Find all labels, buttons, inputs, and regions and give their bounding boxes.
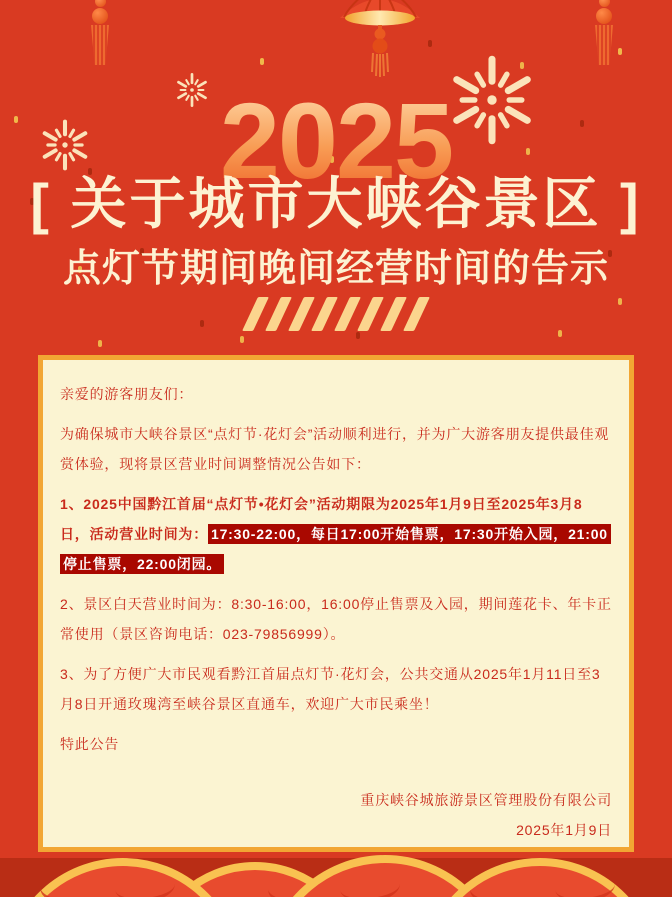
poster-subtitle: 点灯节期间晚间经营时间的告示: [62, 248, 609, 290]
tassel-fringe: [595, 25, 613, 65]
signature-date: 2025年1月9日: [516, 822, 612, 838]
notice-item-1: [60, 489, 612, 579]
tassel-knot: [599, 0, 610, 7]
notice-item-3: 3、为了方便广大市民观看黔江首届点灯节·花灯会，公共交通从2025年1月11日至3月8日开通玫瑰湾至峡谷景区直通车，欢迎广大市民乘坐！: [60, 666, 601, 712]
greeting: 亲爱的游客朋友们：: [60, 386, 194, 402]
notice-card: [38, 355, 634, 852]
tassel-knot: [95, 0, 106, 7]
lantern-icon: [334, 0, 426, 80]
poster-title: [ 关于城市大峡谷景区 ]: [30, 172, 642, 235]
slash-mark: [288, 297, 315, 331]
dark-confetti-specks: [0, 0, 4, 7]
signature-block: [60, 785, 612, 845]
tassel-knot: [92, 8, 108, 24]
slash-mark: [334, 297, 361, 331]
tassel-knot: [596, 8, 612, 24]
slash-mark: [403, 297, 430, 331]
item-1-highlighted-hours: 17:30-22:00，每日17:00开始售票，17:30开始入园，21:00停止售票，22:00闭园。: [60, 524, 611, 574]
closing-line: 特此公告: [60, 736, 120, 752]
lantern-icon: [334, 0, 426, 85]
notice-item-2: 2、景区白天营业时间为：8:30-16:00，16:00停止售票及入园，期间莲花卡、年卡正常使用（景区咨询电话：023-79856999）。: [60, 596, 612, 642]
slash-mark: [242, 297, 269, 331]
item-1-text: 1、2025中国黔江首届“点灯节•花灯会”活动期限为2025年1月9日至2025年3月8日，活动营业时间为：: [60, 496, 583, 542]
slash-mark: [357, 297, 384, 331]
signature-company: 重庆峡谷城旅游景区管理股份有限公司: [360, 792, 612, 808]
slash-mark: [265, 297, 292, 331]
tassel-icon: [592, 0, 616, 65]
tassel-fringe: [91, 25, 109, 65]
slash-mark: [380, 297, 407, 331]
slash-decoration: [0, 297, 672, 333]
slash-mark: [311, 297, 338, 331]
year-heading: 2025: [0, 76, 672, 206]
tassel-icon: [88, 0, 112, 65]
intro-paragraph: 为确保城市大峡谷景区“点灯节·花灯会”活动顺利进行，并为广大游客朋友提供最佳观赏体验，现将景区营业时间调整情况公告如下：: [60, 426, 610, 472]
